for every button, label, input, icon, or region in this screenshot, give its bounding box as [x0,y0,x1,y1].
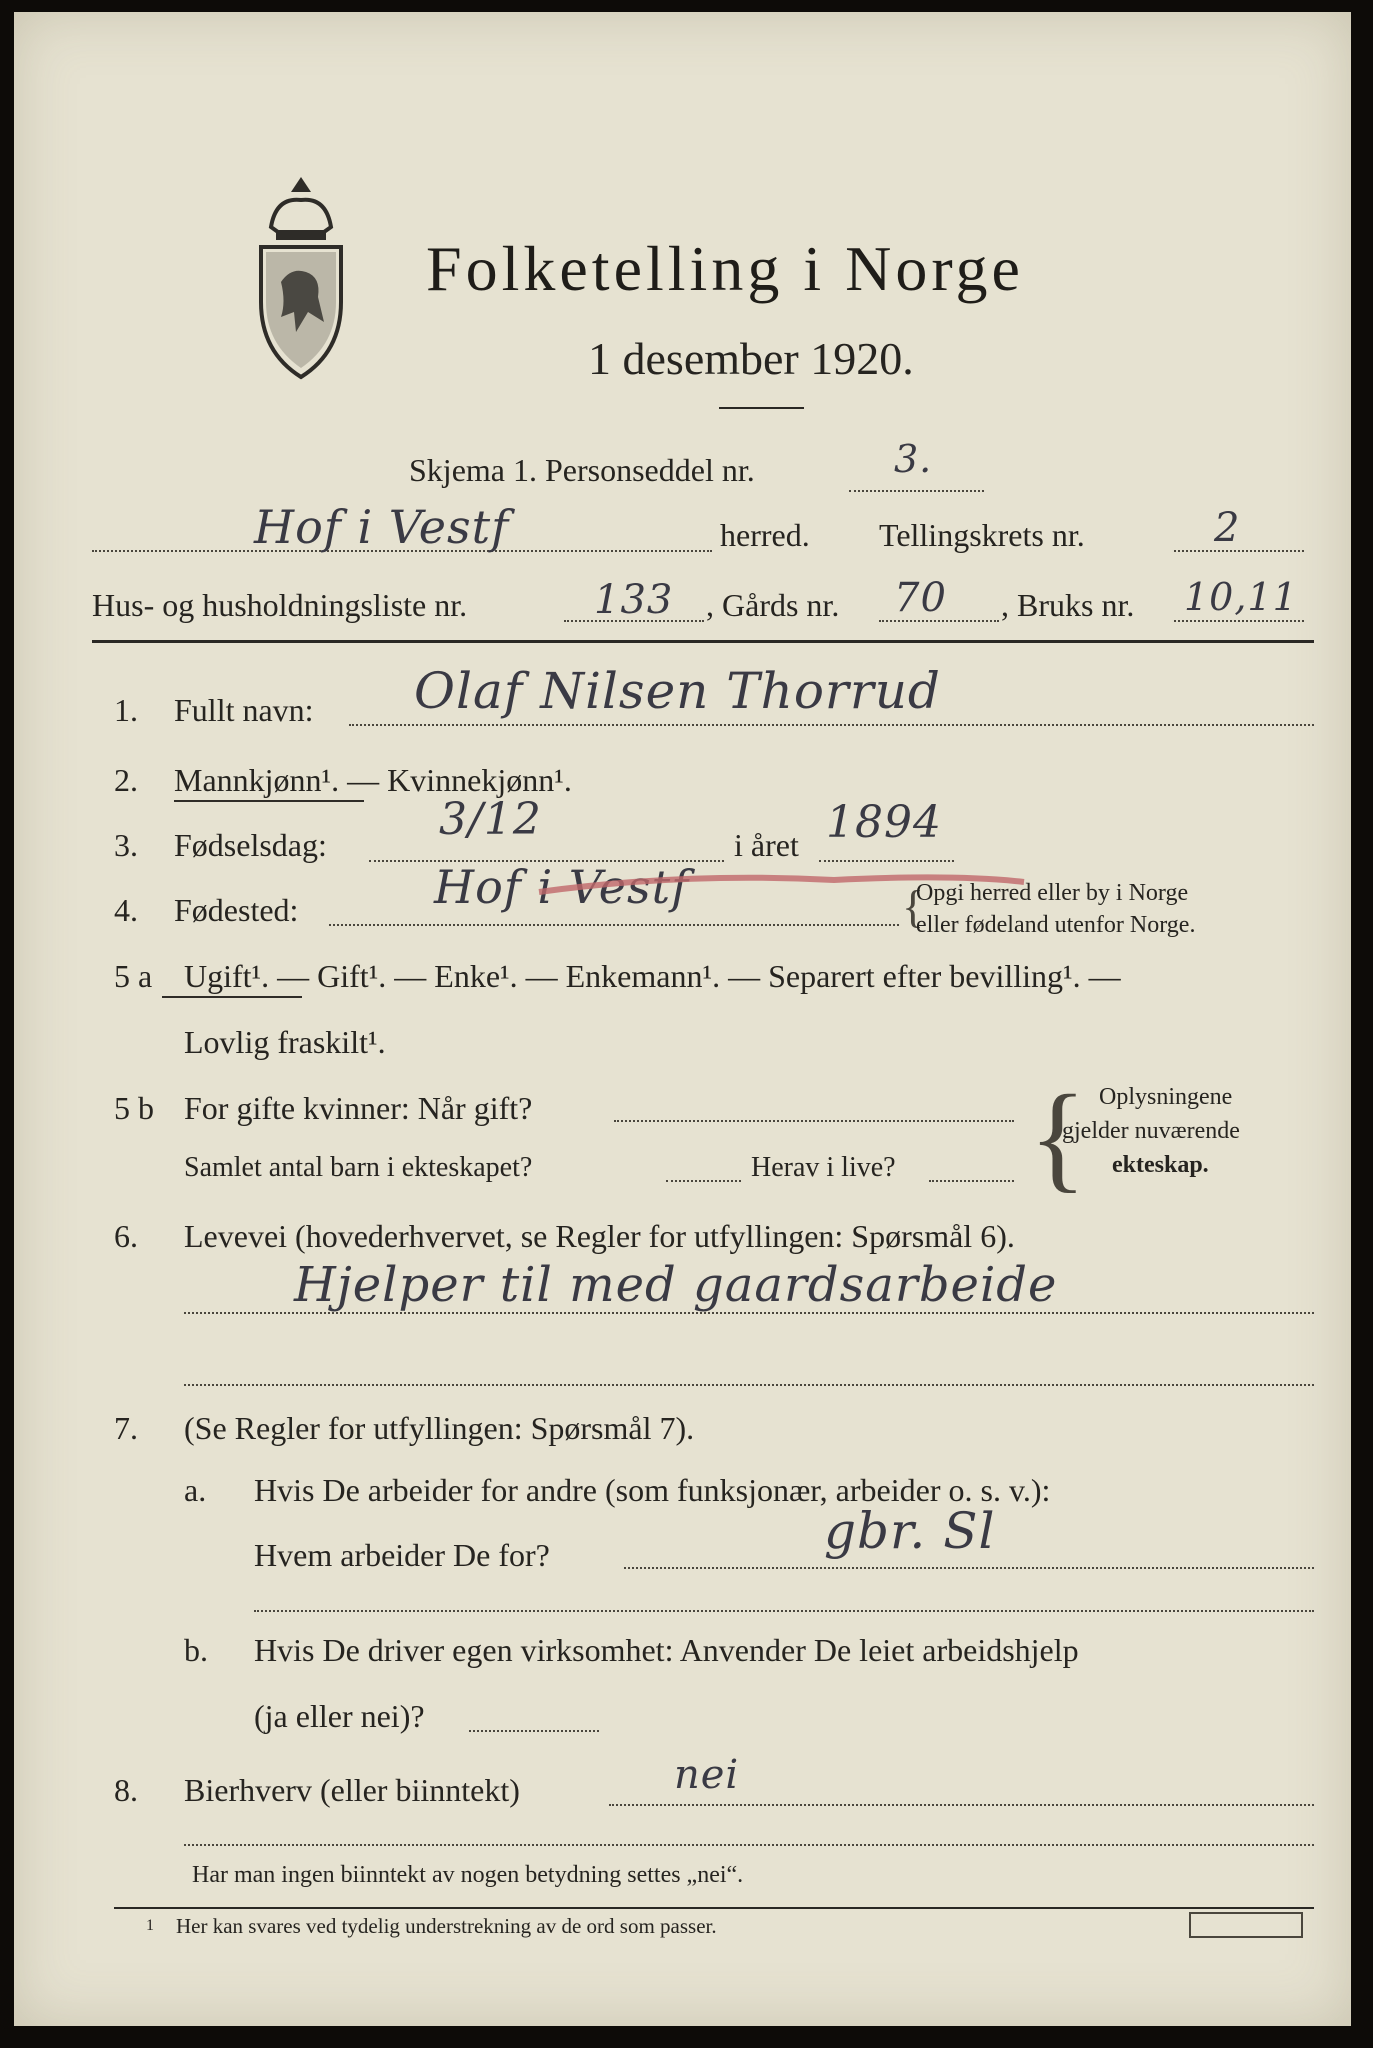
q8-line-1 [609,1804,1314,1806]
q8-line-2 [184,1844,1314,1846]
personseddel-value[interactable]: 3. [894,437,933,481]
q2-number: 2. [114,762,138,798]
q5b-note-1: Oplysningene [1099,1084,1233,1110]
q6-line-2 [184,1384,1314,1386]
q5b-note-3: ekteskap. [1112,1152,1209,1178]
q3-year-label: i året [734,827,799,863]
birth-year-value[interactable]: 1894 [826,797,942,848]
occupation-value[interactable]: Hjelper til med gaardsarbeide [294,1257,1058,1313]
census-form [14,12,1351,2026]
gards-value[interactable]: 70 [894,575,947,621]
q7b-label-2: (ja eller nei)? [254,1698,425,1734]
q8-label: Bierhverv (eller biinntekt) [184,1772,520,1808]
q5b-note-2: gjelder nuværende [1062,1118,1240,1144]
header-divider [92,640,1314,643]
employer-value[interactable]: gbr. Sl [824,1502,996,1560]
q3-number: 3. [114,827,138,863]
form-title: Folketelling i Norge [426,233,1024,304]
tellingskrets-value[interactable]: 2 [1214,505,1241,551]
liste-value[interactable]: 133 [594,577,674,623]
q7a-label-2: Hvem arbeider De for? [254,1537,550,1573]
q5b-label-3: Herav i live? [751,1152,896,1183]
q6-number: 6. [114,1218,138,1254]
q5b-label-2: Samlet antal barn i ekteskapet? [184,1152,533,1183]
personseddel-line [849,490,984,492]
q4-note-1: Opgi herred eller by i Norge [916,880,1189,906]
q7a-line-2 [254,1610,1314,1612]
q6-label: Levevei (hovederhvervet, se Regler for utfyllingen: Spørsmål 6). [184,1218,1015,1254]
q5b-label-1: For gifte kvinner: Når gift? [184,1090,533,1126]
q2-label: Mannkjønn¹. — Kvinnekjønn¹. [174,762,572,798]
q7-number: 7. [114,1410,138,1446]
herred-label: herred. [720,517,810,553]
birthplace-value[interactable]: Hof i Vestf [434,860,690,914]
form-date: 1 desember 1920. [588,333,914,384]
q4-brace: { [902,881,925,932]
q6-line-1 [184,1312,1314,1314]
q4-line [329,924,899,926]
q7b-line [469,1730,599,1732]
herred-value[interactable]: Hof i Vestf [254,500,510,554]
bruks-value[interactable]: 10,11 [1184,575,1298,619]
birthday-value[interactable]: 3/12 [439,794,542,845]
footnote-number: 1 [146,1917,154,1934]
q5b-line-1 [614,1120,1014,1122]
q5b-brace: { [1029,1070,1087,1203]
printer-stamp [1189,1912,1303,1938]
footer-divider [114,1907,1314,1909]
full-name-value[interactable]: Olaf Nilsen Thorrud [414,662,941,720]
q7a-label: Hvis De arbeider for andre (som funksjonær, arbeider o. s. v.): [254,1472,1051,1508]
footnote-text: Her kan svares ved tydelig understrekning av de ord som passer. [176,1914,717,1938]
q3-label: Fødselsdag: [174,827,327,863]
q5a-number: 5 a [114,958,153,994]
q7a-line-1 [624,1567,1314,1569]
q7b-number: b. [184,1632,208,1668]
gards-label: , Gårds nr. [706,587,840,623]
q5a-label-2: Lovlig fraskilt¹. [184,1024,386,1060]
q7a-number: a. [184,1472,207,1508]
q1-number: 1. [114,692,138,728]
side-income-value[interactable]: nei [674,1752,740,1798]
q2-underline [174,800,364,802]
liste-label: Hus- og husholdningsliste nr. [92,587,468,623]
q1-label: Fullt navn: [174,692,314,728]
q5b-line-2 [666,1180,741,1182]
coat-of-arms-icon [246,172,356,382]
q7b-label: Hvis De driver egen virksomhet: Anvender De leiet arbeidshjelp [254,1632,1079,1668]
q4-label: Fødested: [174,892,299,928]
q5a-label: Ugift¹. — Gift¹. — Enke¹. — Enkemann¹. — Separert efter bevilling¹. — [184,958,1121,994]
tellingskrets-label: Tellingskrets nr. [879,517,1085,553]
bruks-label: , Bruks nr. [1001,587,1135,623]
q1-line [349,724,1314,726]
q5b-number: 5 b [114,1090,154,1126]
q7-label: (Se Regler for utfyllingen: Spørsmål 7). [184,1410,695,1446]
footer-note: Har man ingen biinntekt av nogen betydning settes „nei“. [192,1862,744,1888]
q5a-underline [162,996,302,998]
q8-number: 8. [114,1772,138,1808]
title-divider [719,407,804,409]
q4-note-2: eller fødeland utenfor Norge. [916,912,1196,938]
schema-label: Skjema 1. Personseddel nr. [409,452,755,488]
q5b-line-3 [929,1180,1014,1182]
q4-number: 4. [114,892,138,928]
bruks-line [1174,620,1304,622]
